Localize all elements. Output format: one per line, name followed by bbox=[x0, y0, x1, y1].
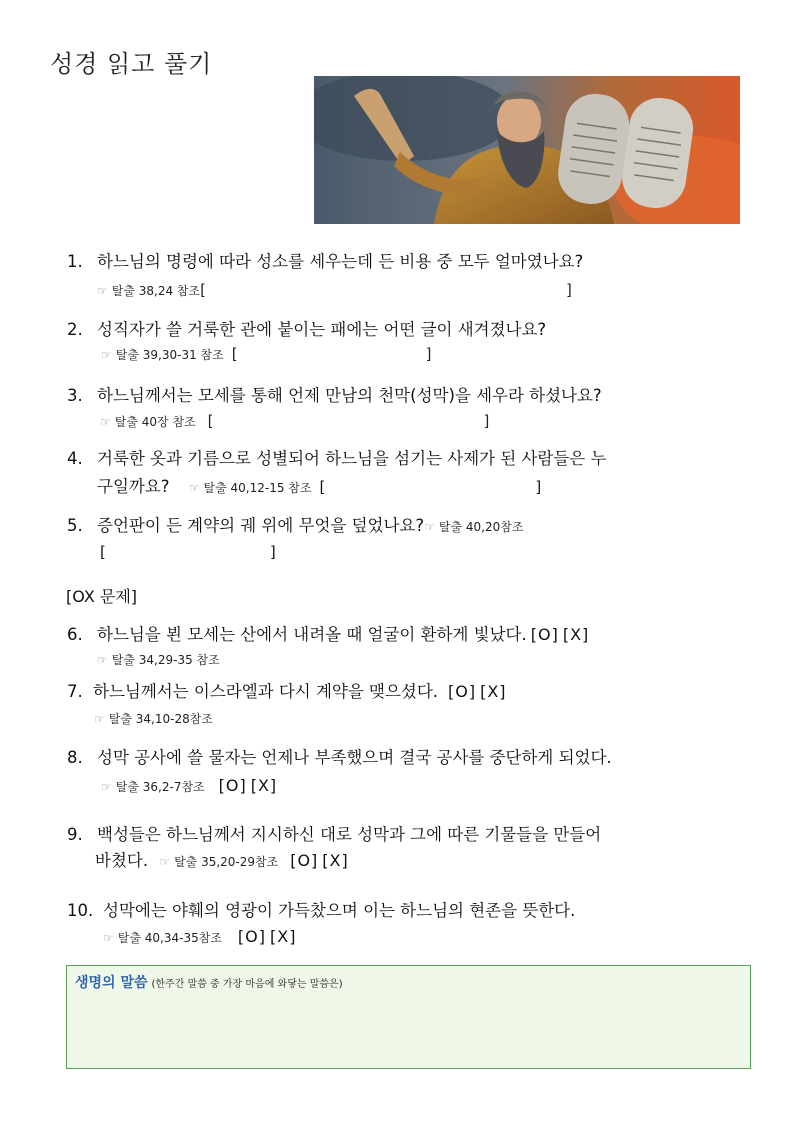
ox-x-choice[interactable]: [X] bbox=[269, 927, 297, 946]
ox-question-8-reference bbox=[101, 780, 205, 794]
question-text: 하느님께서는 이스라엘과 다시 계약을 맺으셨다. bbox=[93, 682, 439, 701]
ox-x-choice[interactable]: [X] bbox=[322, 851, 349, 870]
word-of-life-heading bbox=[75, 972, 343, 992]
ox-question-7-reference bbox=[94, 710, 213, 727]
ox-x-choice[interactable]: [X] bbox=[250, 776, 278, 795]
answer-open-bracket: [ bbox=[200, 281, 206, 299]
reference-text: 탈출 36,2-7참조 bbox=[115, 780, 205, 794]
ox-question-10-answer-line bbox=[103, 923, 296, 952]
ox-question-6-reference bbox=[97, 651, 220, 668]
reference-text: 탈출 34,29-35 참조 bbox=[111, 653, 220, 667]
answer-open-bracket: [ bbox=[319, 478, 326, 496]
question-3-reference bbox=[100, 412, 489, 430]
ox-o-choice[interactable]: [O] bbox=[290, 851, 319, 870]
reference-text: 탈출 40장 참조 bbox=[114, 415, 196, 429]
pointing-hand-icon: ☞ bbox=[424, 520, 435, 534]
word-of-life-title: 생명의 말씀 bbox=[75, 975, 148, 991]
ox-x-choice[interactable]: [X] bbox=[480, 682, 507, 701]
question-4-continued bbox=[97, 473, 541, 502]
ox-section-title: [OX 문제] bbox=[66, 587, 138, 606]
question-text: 하느님을 뵌 모세는 산에서 내려올 때 얼굴이 환하게 빛났다. bbox=[97, 625, 527, 644]
question-2-reference bbox=[101, 345, 431, 363]
pointing-hand-icon: ☞ bbox=[101, 780, 112, 794]
ox-question-9-continued bbox=[95, 847, 349, 876]
answer-open-bracket: [ bbox=[231, 345, 238, 363]
question-text: 성직자가 쓸 거룩한 관에 붙이는 패에는 어떤 글이 새겨졌나요? bbox=[97, 320, 547, 339]
ox-question-10 bbox=[67, 897, 575, 925]
question-text: 거룩한 옷과 기름으로 성별되어 하느님을 섬기는 사제가 된 사람들은 누 bbox=[97, 449, 607, 468]
question-text-continued: 구일까요? bbox=[97, 477, 170, 496]
question-text: 백성들은 하느님께서 지시하신 대로 성막과 그에 따른 기물들을 만들어 bbox=[97, 825, 602, 844]
question-number: 10. bbox=[67, 901, 94, 920]
pointing-hand-icon: ☞ bbox=[97, 653, 108, 667]
pointing-hand-icon: ☞ bbox=[188, 481, 200, 495]
question-5 bbox=[67, 512, 523, 541]
question-text: 하느님께서는 모세를 통해 언제 만남의 천막(성막)을 세우라 하셨나요? bbox=[97, 386, 602, 405]
question-text-continued: 바쳤다. bbox=[95, 851, 149, 870]
question-number: 2. bbox=[67, 320, 83, 339]
question-1-reference bbox=[97, 281, 572, 299]
question-number: 4. bbox=[67, 449, 83, 468]
pointing-hand-icon: ☞ bbox=[101, 348, 112, 362]
ox-question-6 bbox=[67, 621, 589, 649]
answer-close-bracket: ] bbox=[269, 543, 276, 561]
ox-o-choice[interactable]: [O] bbox=[530, 625, 559, 644]
word-of-life-box[interactable] bbox=[66, 965, 751, 1069]
question-2 bbox=[67, 316, 546, 344]
ox-question-8-answer-line bbox=[101, 772, 277, 801]
pointing-hand-icon: ☞ bbox=[100, 415, 111, 429]
question-text: 성막 공사에 쓸 물자는 언제나 부족했으며 결국 공사를 중단하게 되었다. bbox=[97, 748, 612, 767]
question-number: 8. bbox=[67, 748, 83, 767]
ox-question-10-reference bbox=[103, 931, 222, 945]
page-title: 성경 읽고 풀기 bbox=[50, 50, 213, 78]
reference-text: 탈출 39,30-31 참조 bbox=[115, 348, 224, 362]
reference-text: 탈출 40,20참조 bbox=[438, 520, 524, 534]
reference-text: 탈출 40,34-35참조 bbox=[117, 931, 222, 945]
question-number: 1. bbox=[67, 252, 83, 271]
ox-o-choice[interactable]: [O] bbox=[218, 776, 247, 795]
reference-text: 탈출 35,20-29참조 bbox=[174, 855, 279, 869]
ox-question-9-reference bbox=[159, 855, 278, 869]
question-number: 5. bbox=[67, 516, 83, 535]
question-text: 성막에는 야훼의 영광이 가득찼으며 이는 하느님의 현존을 뜻한다. bbox=[103, 901, 576, 920]
ox-o-choice[interactable]: [O] bbox=[448, 682, 477, 701]
ox-question-7 bbox=[67, 678, 507, 706]
question-number: 3. bbox=[67, 386, 83, 405]
reference-text: 탈출 38,24 참조 bbox=[111, 284, 201, 298]
question-text: 하느님의 명령에 따라 성소를 세우는데 든 비용 중 모두 얼마였나요? bbox=[97, 252, 584, 271]
question-text: 증언판이 든 계약의 궤 위에 무엇을 덮었나요? bbox=[97, 516, 425, 535]
ox-question-9 bbox=[67, 821, 601, 849]
ox-o-choice[interactable]: [O] bbox=[237, 927, 266, 946]
question-4-reference bbox=[189, 481, 312, 495]
reference-text: 탈출 40,12-15 참조 bbox=[203, 481, 312, 495]
question-5-reference bbox=[424, 520, 523, 534]
answer-open-bracket: [ bbox=[207, 412, 214, 430]
pointing-hand-icon: ☞ bbox=[103, 931, 114, 945]
reference-text: 탈출 34,10-28참조 bbox=[108, 712, 213, 726]
pointing-hand-icon: ☞ bbox=[159, 855, 171, 869]
question-1 bbox=[67, 248, 583, 276]
pointing-hand-icon: ☞ bbox=[97, 284, 108, 298]
moses-painting-image bbox=[314, 76, 740, 224]
ox-x-choice[interactable]: [X] bbox=[562, 625, 590, 644]
answer-close-bracket: ] bbox=[535, 478, 542, 496]
answer-close-bracket: ] bbox=[425, 345, 432, 363]
moses-tablets-illustration bbox=[314, 76, 740, 224]
question-number: 7. bbox=[67, 682, 83, 701]
question-3 bbox=[67, 382, 602, 410]
answer-close-bracket: ] bbox=[565, 281, 572, 299]
question-5-answer-line bbox=[100, 538, 276, 566]
question-4 bbox=[67, 445, 606, 473]
question-number: 6. bbox=[67, 625, 83, 644]
answer-close-bracket: ] bbox=[483, 412, 490, 430]
pointing-hand-icon: ☞ bbox=[94, 712, 105, 726]
question-number: 9. bbox=[67, 825, 83, 844]
word-of-life-subtitle: (한주간 말씀 중 가장 마음에 와닿는 말씀은) bbox=[151, 979, 343, 990]
answer-open-bracket: [ bbox=[100, 543, 106, 561]
ox-question-8 bbox=[67, 744, 612, 772]
